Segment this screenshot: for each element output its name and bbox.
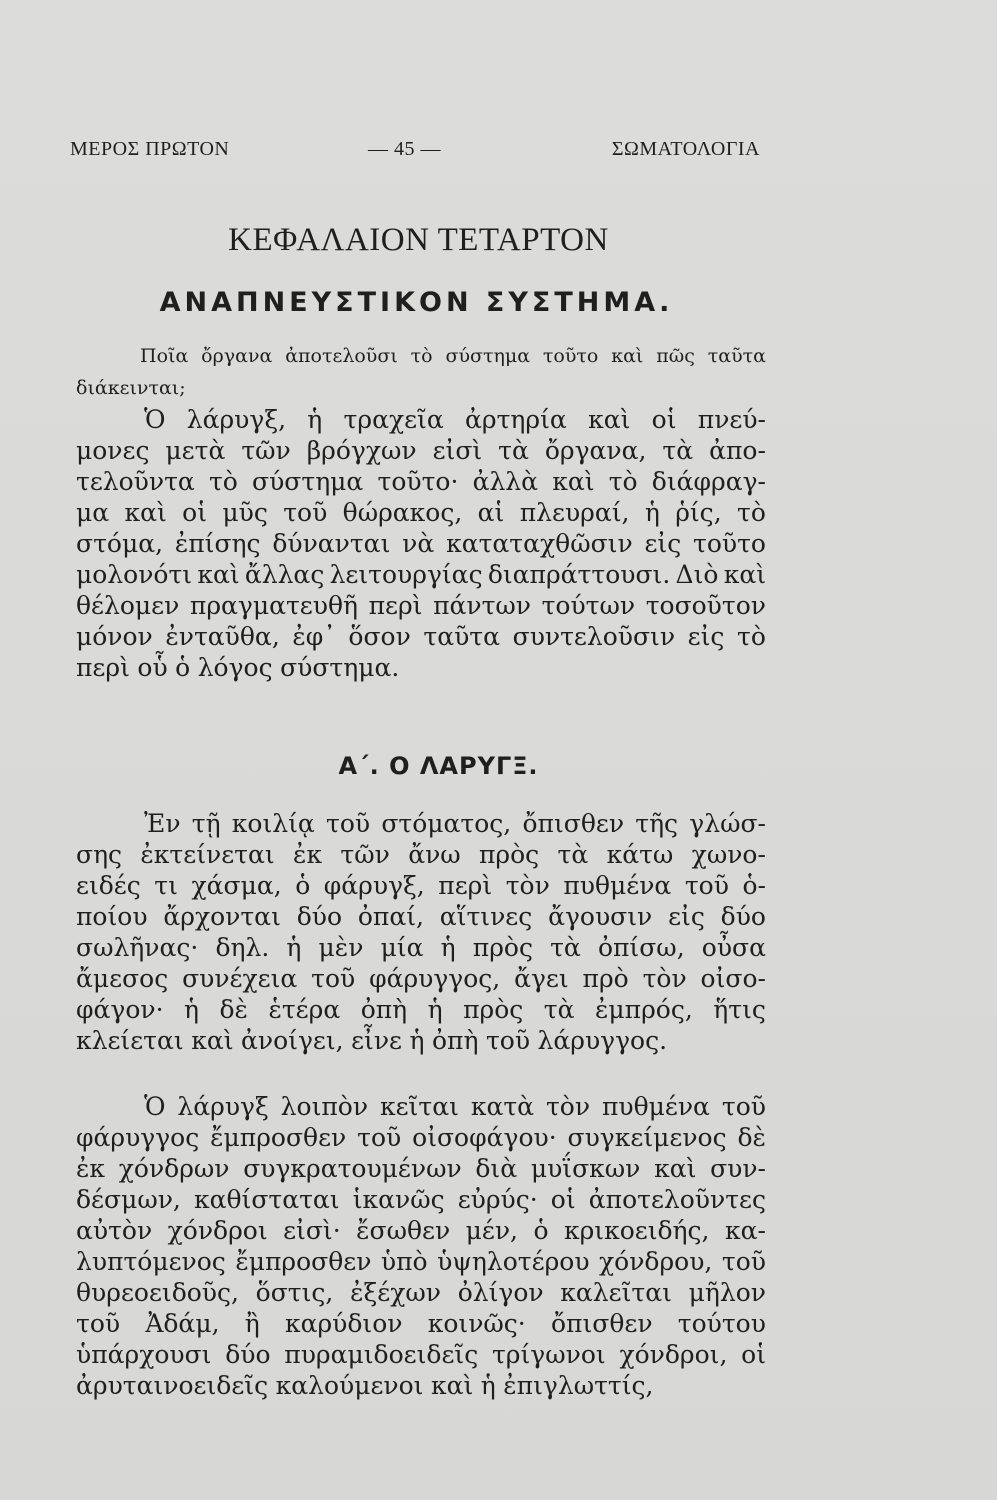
text-line: θέλομεν πραγματευθῆ περὶ πάντων τούτων τοσοῦτον bbox=[76, 591, 766, 620]
paragraph-pharynx bbox=[76, 808, 766, 1056]
section-title-text: Α΄. Ο ΛΑΡΥΓΞ. bbox=[338, 752, 539, 780]
text-line: Ὁ λάρυγξ, ἡ τραχεῖα ἀρτηρία καὶ οἱ πνεύ- bbox=[144, 405, 766, 434]
page-number: — 45 — bbox=[368, 138, 441, 160]
chapter-title bbox=[0, 222, 997, 259]
text-line: ἐκ χόνδρων συγκρατουμένων διὰ μυΐσκων καὶ συν- bbox=[76, 1154, 766, 1183]
text-line: τοῦ Ἀδάμ, ἢ καρύδιον κοινῶς· ὄπισθεν τούτου bbox=[76, 1309, 766, 1338]
chapter-title-text: ΚΕΦΑΛΑΙΟΝ ΤΕΤΑΡΤΟΝ bbox=[228, 222, 609, 258]
question-text: Ποῖα ὄργανα ἀποτελοῦσι τὸ σύστημα τοῦτο καὶ πῶς ταῦτα διάκεινται; bbox=[76, 345, 766, 399]
text-line: Ὁ λάρυγξ λοιπὸν κεῖται κατὰ τὸν πυθμένα τοῦ bbox=[144, 1092, 766, 1121]
text-line: μολονότι καὶ ἄλλας λειτουργίας διαπράττουσι. Διὸ καὶ bbox=[76, 560, 766, 589]
text-line: ποίου ἄρχονται δύο ὀπαί, αἵτινες ἄγουσιν εἰς δύο bbox=[76, 902, 766, 931]
text-line: ὑπάρχουσι δύο πυραμιδοειδεῖς τρίγωνοι χόνδροι, οἱ bbox=[76, 1340, 766, 1369]
text-line: κλείεται καὶ ἀνοίγει, εἶνε ἡ ὀπὴ τοῦ λάρυγγος. bbox=[76, 1026, 668, 1055]
text-line: σης ἐκτείνεται ἐκ τῶν ἄνω πρὸς τὰ κάτω χωνο- bbox=[76, 840, 766, 869]
text-line: ειδές τι χάσμα, ὁ φάρυγξ, περὶ τὸν πυθμένα τοῦ ὁ- bbox=[76, 871, 766, 900]
subject-label: ΣΩΜΑΤΟΛΟΓΙΑ bbox=[611, 138, 760, 160]
text-line: σωλῆνας· δηλ. ἡ μὲν μία ἡ πρὸς τὰ ὀπίσω, οὖσα bbox=[76, 933, 766, 962]
text-line: ἀρυταινοειδεῖς καλούμενοι καὶ ἡ ἐπιγλωττίς, bbox=[76, 1371, 654, 1400]
part-label: ΜΕΡΟΣ ΠΡΩΤΟΝ bbox=[70, 138, 230, 160]
text-line: μόνον ἐνταῦθα, ἐφ᾽ ὅσον ταῦτα συντελοῦσιν εἰς τὸ bbox=[76, 622, 766, 651]
text-line: μονες μετὰ τῶν βρόγχων εἰσὶ τὰ ὄργανα, τὰ ἀπο- bbox=[76, 436, 766, 465]
text-line: αὐτὸν χόνδροι εἰσὶ· ἔσωθεν μέν, ὁ κρικοειδής, κα- bbox=[76, 1216, 766, 1245]
text-line: τελοῦντα τὸ σύστημα τοῦτο· ἀλλὰ καὶ τὸ διάφραγ- bbox=[76, 467, 766, 496]
text-line: λυπτόμενος ἔμπροσθεν ὑπὸ ὑψηλοτέρου χόνδρου, τοῦ bbox=[76, 1247, 766, 1276]
text-line: φάρυγγος ἔμπροσθεν τοῦ οἰσοφάγου· συγκείμενος δὲ bbox=[76, 1123, 766, 1152]
text-line: στόμα, ἐπίσης δύνανται νὰ καταταχθῶσιν εἰς τοῦτο bbox=[76, 529, 766, 558]
system-title bbox=[0, 287, 997, 318]
text-line: περὶ οὗ ὁ λόγος σύστημα. bbox=[76, 653, 400, 682]
text-line: φάγον· ἡ δὲ ἑτέρα ὀπὴ ἡ πρὸς τὰ ἐμπρός, ἥτις bbox=[76, 995, 766, 1024]
text-line: θυρεοειδοῦς, ὅστις, ἐξέχων ὀλίγον καλεῖται μῆλον bbox=[76, 1278, 766, 1307]
chapter-question bbox=[76, 340, 766, 404]
section-title bbox=[0, 752, 997, 780]
text-line: ἄμεσος συνέχεια τοῦ φάρυγγος, ἄγει πρὸ τὸν οἰσο- bbox=[76, 964, 766, 993]
text-line: δέσμων, καθίσταται ἱκανῶς εὐρύς· οἱ ἀποτελοῦντες bbox=[76, 1185, 766, 1214]
paragraph-respiratory-organs bbox=[76, 404, 766, 683]
paragraph-larynx bbox=[76, 1091, 766, 1401]
text-line: Ἐν τῇ κοιλίᾳ τοῦ στόματος, ὄπισθεν τῆς γλώσ- bbox=[144, 809, 766, 838]
text-line: μα καὶ οἱ μῦς τοῦ θώρακος, αἱ πλευραί, ἡ ῥίς, τὸ bbox=[76, 498, 766, 527]
system-title-text: ΑΝΑΠΝΕΥΣΤΙΚΟΝ ΣΥΣΤΗΜΑ. bbox=[159, 287, 674, 318]
running-head bbox=[70, 138, 760, 166]
